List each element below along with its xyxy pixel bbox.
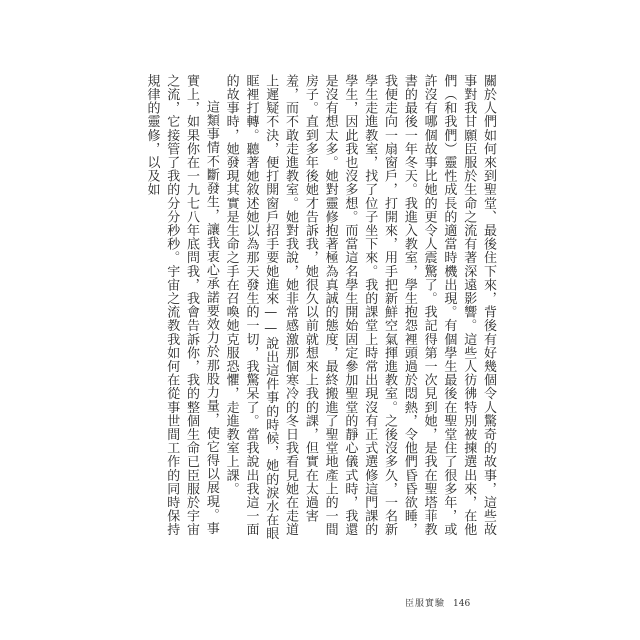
paragraph-2: 這類事情不斷發生，讓我衷心承諾要效力於那股力量，使它得以展現。事實上，如果你在一九七八年底問我，我會告訴你，我的整個生命已臣服於宇宙之流，它接管了我的分分秒秒。宇宙之流教我如何在從事世間工作的同時保持規律的靈修，以及如 <box>144 74 219 537</box>
page-number: 146 <box>453 599 471 609</box>
paragraph-1: 關於人們如何來到聖堂、最後住下來，背後有好幾個令人驚奇的故事，這些故事對我甘願臣服於生命之流有著深遠影響。這些人彷彿特別被揀選出來，在他們（和我們）靈性成長的適當時機出現。有個學生最後在聖堂住了很多年，或許沒有哪個故事比她的更令人震驚了。我記得第一次見到她，是我在聖塔菲教書的最後一年冬天。我進入教室，學生抱怨裡頭過於悶熱，令他們昏昏欲睡，我便走向一扇窗戶，打開來，用手把新鮮空氣揮進教室。之後沒多久，一名新學生走進教室，找了位子坐下來。我的課堂上時常出現沒有正式選修這門課的學生，因此我也沒多想。而當這名學生開始固定參加聖堂的靜心儀式時，我還是沒有想太多。她對靈修抱著極為真誠的態度，最終搬進了聖堂地產上的一間房子。直到多年後她才告訴我，她很久以前就想來上我的課，但實在太過害羞，而不敢走進教室。她對我說，她非常感激那個寒冷的冬日我看見她在走道上遲疑不決，便打開窗戶招手要她進來——說出這件事的時候，她的淚水在眼眶裡打轉。聽著她敘述她以為那天發生的一切，我驚呆了。當我說出我這一面的故事時，她發現其實是生命之手在召喚她克服恐懼，走進教室上課。 <box>223 74 496 541</box>
running-head: 臣服實驗 <box>405 599 446 609</box>
page-footer <box>405 596 505 609</box>
body-text <box>140 74 498 544</box>
